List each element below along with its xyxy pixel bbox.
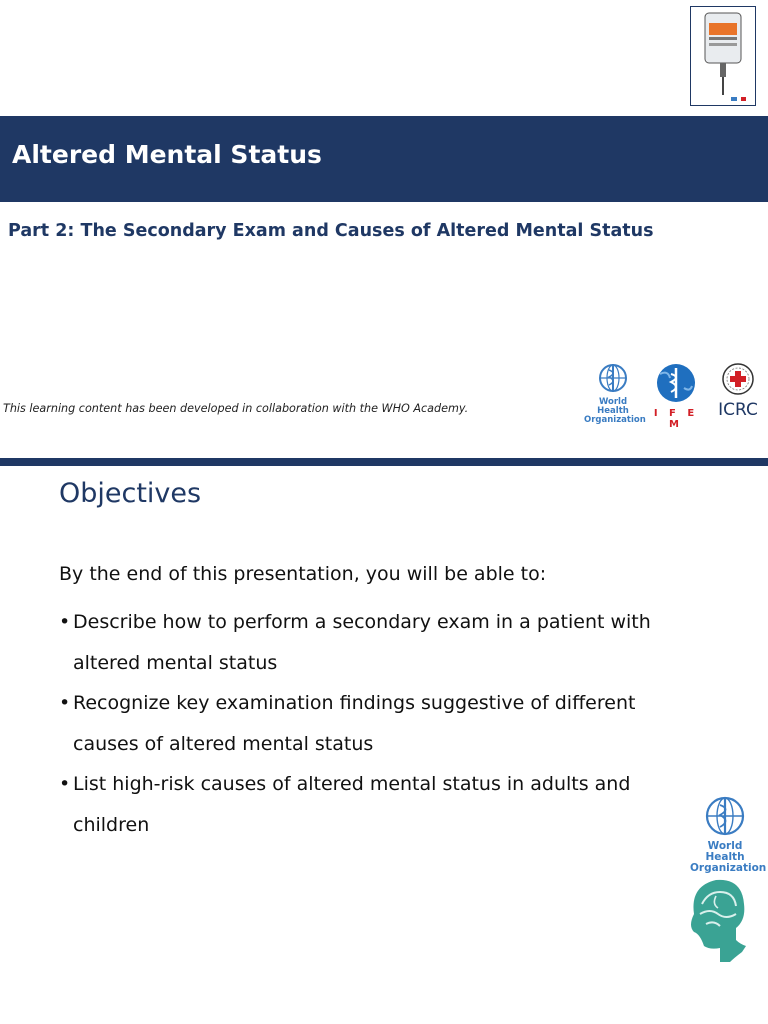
ifem-logo-label: I F E M: [653, 408, 699, 430]
bullet-icon: •: [59, 611, 71, 633]
objectives-list: [59, 602, 699, 845]
objectives-intro: By the end of this presentation, you will be able to:: [59, 563, 547, 585]
who-side-line2: Organization: [690, 862, 767, 874]
who-logo-line2: Organization: [584, 415, 646, 425]
objective-line: children: [73, 813, 150, 836]
objective-item: [59, 764, 699, 845]
icrc-logo-label: ICRC: [718, 400, 758, 420]
collaboration-note: This learning content has been developed in collaboration with the WHO Academy.: [3, 402, 469, 415]
icrc-cross-icon: [721, 362, 755, 396]
who-side-line1: World Health: [705, 840, 745, 863]
iv-bag-icon: [691, 7, 755, 105]
objective-line: altered mental status: [73, 651, 278, 674]
objective-line: causes of altered mental status: [73, 732, 374, 755]
slide-divider: [0, 458, 768, 466]
objective-item: [59, 602, 699, 683]
ifem-globe-icon: [650, 362, 702, 404]
objective-item: [59, 683, 699, 764]
ifem-logo: [648, 362, 704, 430]
title-slide: [0, 0, 768, 458]
objectives-heading: Objectives: [59, 478, 202, 509]
who-logo: [584, 362, 646, 425]
who-emblem-icon: [701, 795, 749, 837]
bullet-icon: •: [59, 692, 71, 714]
head-brain-icon: [680, 874, 750, 964]
bullet-icon: •: [59, 773, 71, 795]
who-logo-line1: World Health: [597, 397, 629, 416]
who-side-logo: [690, 795, 767, 874]
objective-line: Describe how to perform a secondary exam in a patient with: [73, 611, 651, 633]
presentation-title: Altered Mental Status: [12, 140, 322, 169]
objective-line: List high-risk causes of altered mental status in adults and: [73, 773, 631, 795]
icrc-logo: [708, 362, 768, 420]
objective-line: Recognize key examination findings suggestive of different: [73, 692, 636, 714]
course-cover-thumbnail: [690, 6, 756, 106]
presentation-subtitle: Part 2: The Secondary Exam and Causes of Altered Mental Status: [8, 221, 654, 241]
partner-logos: [584, 360, 768, 432]
who-emblem-icon: [594, 362, 632, 394]
